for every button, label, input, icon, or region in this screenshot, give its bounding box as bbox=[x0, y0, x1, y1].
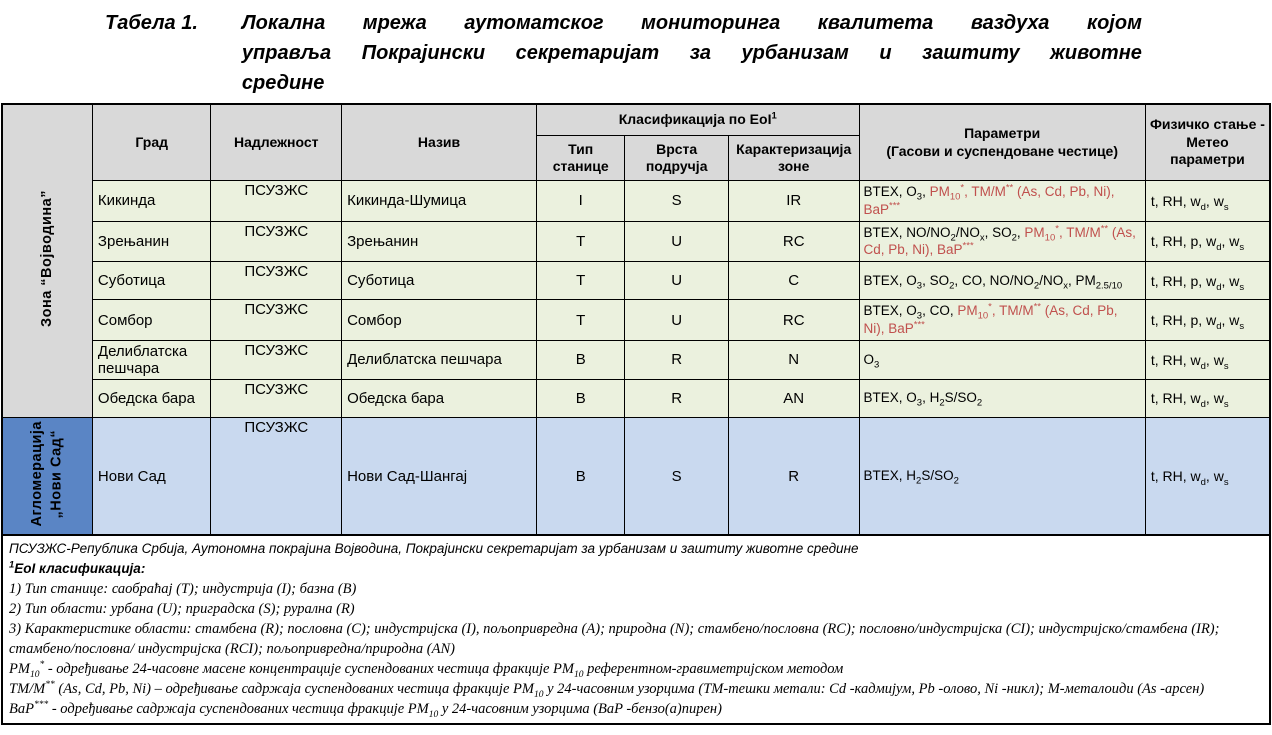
header-grad: Град bbox=[92, 104, 211, 181]
cell-nadleznost: ПСУЗЖС bbox=[211, 221, 342, 262]
footnote-line: TM/M** (As, Cd, Pb, Ni) – одређивање садржаја суспендованих честица фракције $PM_{10}$ у 24-часовним узорцима (TM-тешки метали: Cd -кадмијум, Pb -олово, Ni -никл); M-металоиди (As -арсен) bbox=[9, 680, 1205, 701]
cell-tip-stanice: B bbox=[537, 417, 625, 535]
cell-karakterizacija-zone: IR bbox=[728, 181, 859, 222]
footnote-line: 1) Тип станице: саобраћај (Т); индустрија (I); базна (В) bbox=[9, 581, 357, 598]
station-row bbox=[2, 300, 1270, 341]
cell-naziv: Обедска бара bbox=[342, 379, 537, 417]
cell-karakterizacija-zone: RC bbox=[728, 221, 859, 262]
cell-naziv: Нови Сад-Шангај bbox=[342, 417, 537, 535]
cell-grad: Суботица bbox=[92, 262, 211, 300]
cell-meteo: t, RH, $w_d$, $w_s$ bbox=[1145, 340, 1270, 379]
footnote-line: BaP*** - одређивање садржаја суспендованих честица фракције $PM_{10}$ у 24-часовним узорцима (BaP -бензо(а)пирен) bbox=[9, 700, 722, 721]
cell-tip-stanice: B bbox=[537, 340, 625, 379]
cell-nadleznost: ПСУЗЖС bbox=[211, 379, 342, 417]
cell-grad: Зрењанин bbox=[92, 221, 211, 262]
cell-nadleznost: ПСУЗЖС bbox=[211, 340, 342, 379]
cell-naziv: Сомбор bbox=[342, 300, 537, 341]
cell-grad: Обедска бара bbox=[92, 379, 211, 417]
cell-karakterizacija-zone: AN bbox=[728, 379, 859, 417]
cell-parametri: BTEX, $O_3$, CO, $PM_{10}^*$, TM/M** (As, Cd, Pb, Ni), BaP*** bbox=[859, 300, 1145, 341]
cell-vrsta-podrucja: U bbox=[625, 262, 728, 300]
cell-naziv: Кикинда-Шумица bbox=[342, 181, 537, 222]
cell-meteo: t, RH, $w_d$, $w_s$ bbox=[1145, 417, 1270, 535]
cell-tip-stanice: T bbox=[537, 221, 625, 262]
header-karakterizacija-zone: Карактеризација зоне bbox=[728, 136, 859, 181]
cell-karakterizacija-zone: C bbox=[728, 262, 859, 300]
cell-vrsta-podrucja: R bbox=[625, 340, 728, 379]
monitoring-table bbox=[1, 103, 1271, 536]
footnote-line: ПСУЗЖС-Република Србија, Аутономна покрајина Војводина, Покрајински секретаријат за урбанизам и заштиту животне средине bbox=[9, 541, 859, 557]
cell-tip-stanice: B bbox=[537, 379, 625, 417]
agglomeration-group-cell bbox=[2, 417, 92, 535]
footnote-line: 3) Карактеристике области: стамбена (R); пословна (C); индустријска (I), пољопривредна (A); природна (N); стамбено/пословна (RC); пословно/индустријска (CI); индустријско/стамбена (IR); стамбено/пословна/ индустријска (RCI); пољопривредна/природна (AN) bbox=[9, 621, 1220, 658]
cell-tip-stanice: T bbox=[537, 262, 625, 300]
cell-vrsta-podrucja: S bbox=[625, 181, 728, 222]
zone-group-cell bbox=[2, 104, 92, 417]
cell-karakterizacija-zone: RC bbox=[728, 300, 859, 341]
cell-parametri: BTEX, $O_3$, $H_2S/SO_2$ bbox=[859, 379, 1145, 417]
cell-naziv: Делиблатска пешчара bbox=[342, 340, 537, 379]
cell-karakterizacija-zone: N bbox=[728, 340, 859, 379]
cell-grad: Нови Сад bbox=[92, 417, 211, 535]
header-nadleznost: Надлежност bbox=[211, 104, 342, 181]
cell-tip-stanice: T bbox=[537, 300, 625, 341]
cell-grad: Кикинда bbox=[92, 181, 211, 222]
footnotes bbox=[1, 536, 1271, 725]
cell-nadleznost: ПСУЗЖС bbox=[211, 181, 342, 222]
cell-nadleznost: ПСУЗЖС bbox=[211, 417, 342, 535]
station-row bbox=[2, 181, 1270, 222]
cell-nadleznost: ПСУЗЖС bbox=[211, 300, 342, 341]
cell-meteo: t, RH, $w_d$, $w_s$ bbox=[1145, 379, 1270, 417]
cell-meteo: t, RH, p, $w_d$, $w_s$ bbox=[1145, 262, 1270, 300]
footnote-line: 2) Тип области: урбана (U); приградска (S); рурална (R) bbox=[9, 601, 355, 618]
agglomeration-group-label: Агломерација „Нови Сад“ bbox=[28, 421, 65, 527]
header-klasifikacija-eoi: Класификација по EoI$^1$ bbox=[537, 104, 860, 136]
cell-tip-stanice: I bbox=[537, 181, 625, 222]
header-fizicko-stanje: Физичко стање - Метео параметри bbox=[1145, 104, 1270, 181]
table-caption bbox=[1, 0, 1271, 103]
footnote-line: $PM_{10}^*$ - одређивање 24-часовне масене концентрације суспендованих честица фракције $PM_{10}$ референтном-гравиметријском методом bbox=[9, 660, 844, 681]
cell-parametri: BTEX, $H_2S/SO_2$ bbox=[859, 417, 1145, 535]
table-caption-text: Локална мрежа аутоматског мониторинга квалитета ваздуха којом управља Покрајински секретаријат за урбанизам и заштиту животне средине bbox=[241, 12, 1142, 94]
cell-nadleznost: ПСУЗЖС bbox=[211, 262, 342, 300]
header-row-top bbox=[2, 104, 1270, 136]
station-row bbox=[2, 221, 1270, 262]
cell-naziv: Суботица bbox=[342, 262, 537, 300]
header-parametri: Параметри (Гасови и суспендоване честице) bbox=[859, 104, 1145, 181]
cell-parametri: BTEX, $NO/NO_2/NO_x$, $SO_2$, $PM_{10}^*$, TM/M** (As, Cd, Pb, Ni), BaP*** bbox=[859, 221, 1145, 262]
cell-vrsta-podrucja: S bbox=[625, 417, 728, 535]
cell-karakterizacija-zone: R bbox=[728, 417, 859, 535]
cell-parametri: BTEX, $O_3$, $SO_2$, CO, $NO/NO_2/NO_x$, $PM_{2.5/10}$ bbox=[859, 262, 1145, 300]
station-row bbox=[2, 379, 1270, 417]
header-vrsta-podrucja: Врста подручја bbox=[625, 136, 728, 181]
cell-vrsta-podrucja: U bbox=[625, 221, 728, 262]
cell-meteo: t, RH, $w_d$, $w_s$ bbox=[1145, 181, 1270, 222]
header-naziv: Назив bbox=[342, 104, 537, 181]
cell-grad: Сомбор bbox=[92, 300, 211, 341]
table-caption-number: Табела 1. bbox=[105, 12, 198, 34]
cell-vrsta-podrucja: R bbox=[625, 379, 728, 417]
station-row bbox=[2, 417, 1270, 535]
cell-vrsta-podrucja: U bbox=[625, 300, 728, 341]
cell-meteo: t, RH, p, $w_d$, $w_s$ bbox=[1145, 300, 1270, 341]
zone-group-label: Зона “Војводина” bbox=[38, 190, 55, 328]
cell-grad: Делиблатска пешчара bbox=[92, 340, 211, 379]
station-row bbox=[2, 340, 1270, 379]
station-row bbox=[2, 262, 1270, 300]
cell-naziv: Зрењанин bbox=[342, 221, 537, 262]
cell-parametri: $O_3$ bbox=[859, 340, 1145, 379]
header-tip-stanice: Тип станице bbox=[537, 136, 625, 181]
cell-meteo: t, RH, p, $w_d$, $w_s$ bbox=[1145, 221, 1270, 262]
cell-parametri: BTEX, $O_3$, $PM_{10}^*$, TM/M** (As, Cd, Pb, Ni), BaP*** bbox=[859, 181, 1145, 222]
footnote-line: $^1$EoI класификација: bbox=[9, 559, 146, 577]
